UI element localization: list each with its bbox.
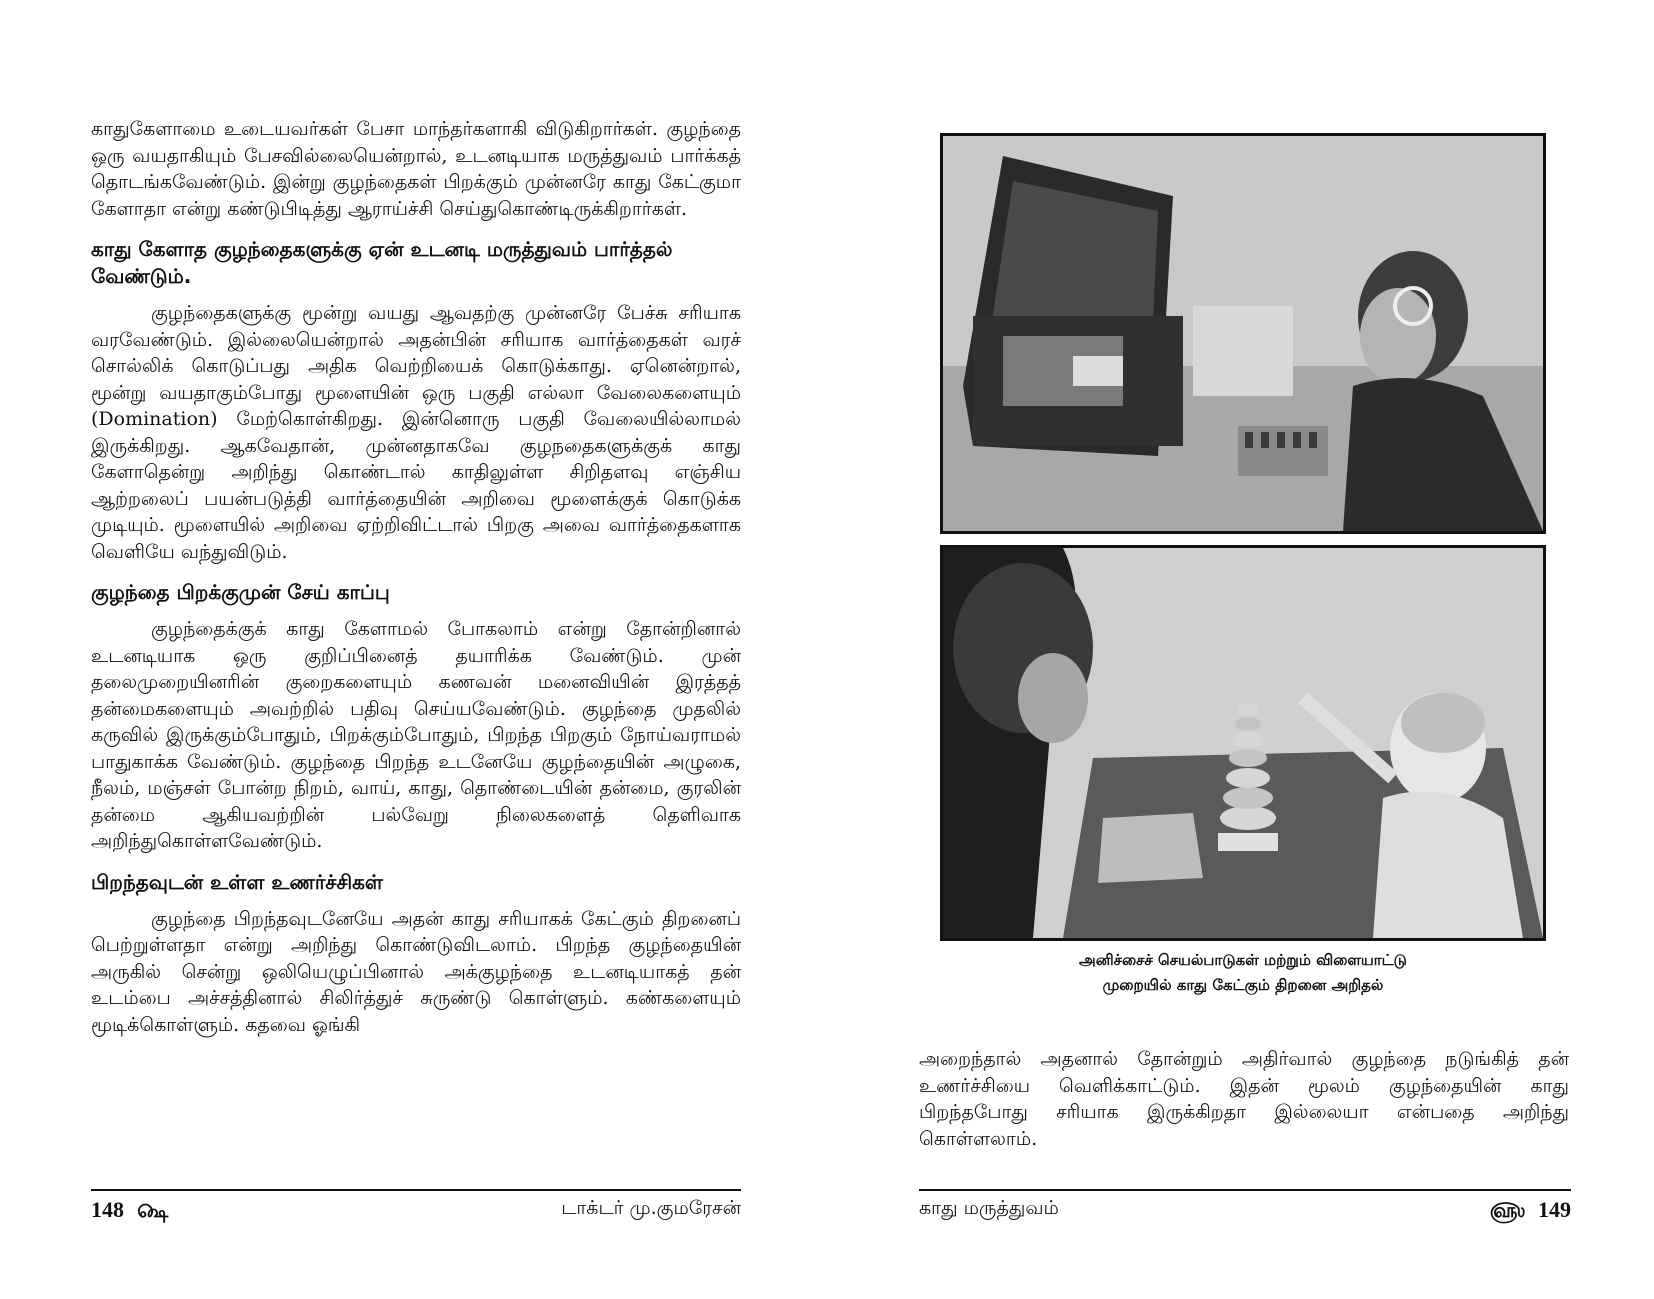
photo-play-audiometry-illustration [943, 548, 1543, 938]
section-heading-early-treatment: காது கேளாத குழந்தைகளுக்கு ஏன் உடனடி மருத்துவம் பார்த்தல் வேண்டும். [91, 237, 673, 288]
photo-audiometer-illustration [943, 136, 1543, 531]
ornament-symbol: ௸ [137, 1198, 169, 1222]
left-text-column [91, 116, 741, 1038]
caption-line-1: அனிச்சைச் செயல்பாடுகள் மற்றும் விளையாட்டு [1079, 951, 1407, 969]
photo-audiometer-child [940, 133, 1546, 534]
paragraph-continuation: அறைந்தால் அதனால் தோன்றும் அதிர்வால் குழந்தை நடுங்கித் தன் உணர்ச்சியை வெளிக்காட்டும். இதன் மூலம் குழந்தையின் காது பிறந்தபோது சரியாக இருக்கிறதா இல்லையா என்பதை அறிந்து கொள்ளலாம். [919, 1048, 1569, 1150]
page-number-left: 148 [91, 1197, 124, 1222]
paragraph-early-treatment: குழந்தைகளுக்கு மூன்று வயது ஆவதற்கு முன்னரே பேச்சு சரியாக வரவேண்டும். இல்லையென்றால் அதன்பின் சரியாக வார்த்தைகள் வரச் சொல்லிக் கொடுப்பது அதிக வெற்றியைக் கொடுக்காது. ஏனென்றால், மூன்று வயதாகும்போது மூளையின் ஒரு பகுதி எல்லா வேலைகளையும் (Domination) மேற்கொள்கிறது. இன்னொரு பகுதி வேலையில்லாமல் இருக்கிறது. ஆகவேதான், முன்னதாகவே குழநதைகளுக்குக் காது கேளாதென்று அறிந்து கொண்டால் காதிலுள்ள சிறிதளவு எஞ்சிய ஆற்றலைப் பயன்படுத்தி வார்த்தையின் அறிவை மூளைக்குக் கொடுக்க முடியும். மூளையில் அறிவை ஏற்றிவிட்டால் பிறகு அவை வார்த்தைகளாக வெளியே வந்துவிடும். [91, 302, 741, 563]
running-footer-author: டாக்டர் மு.குமரேசன் [561, 1197, 741, 1219]
page-number-right: 149 [1538, 1197, 1571, 1222]
paragraph-intro: காதுகேளாமை உடையவர்கள் பேசா மாந்தர்களாகி விடுகிறார்கள். குழந்தை ஒரு வயதாகியும் பேசவில்லையென்றால், உடனடியாக மருத்துவம் பார்க்கத் தொடங்கவேண்டும். இன்று குழந்தைகள் பிறக்கும் முன்னரே காது கேட்குமா கேளாதா என்று கண்டுபிடித்து ஆராய்ச்சி செய்துகொண்டிருக்கிறார்கள். [91, 118, 741, 220]
right-page [827, 0, 1654, 1299]
ornament-symbol: ௵ [1489, 1198, 1525, 1222]
paragraph-prenatal-care: குழந்தைக்குக் காது கேளாமல் போகலாம் என்று தோன்றினால் உடனடியாக ஒரு குறிப்பினைத் தயாரிக்க வேண்டும். முன் தலைமுறையினரின் குறைகளையும் கணவன் மனைவியின் இரத்தத் தன்மைகளையும் அவற்றில் பதிவு செய்யவேண்டும். குழந்தை முதலில் கருவில் இருக்கும்போதும், பிறக்கும்போதும், பிறந்த பிறகும் நோய்வராமல் பாதுகாக்க வேண்டும். குழந்தை பிறந்த உடனேயே குழந்தையின் அழுகை, நீலம், மஞ்சள் போன்ற நிறம், வாய், காது, தொண்டையின் தன்மை, குரலின் தன்மை ஆகியவற்றின் பல்வேறு நிலைகளைத் தெளிவாக அறிந்துகொள்ளவேண்டும். [91, 618, 741, 852]
photo-play-audiometry [940, 545, 1546, 941]
photo-caption [940, 948, 1546, 998]
left-page-footer [91, 1189, 741, 1223]
section-heading-prenatal-care: குழந்தை பிறக்குமுன் சேய் காப்பு [91, 580, 390, 604]
right-text-column [919, 1046, 1569, 1152]
running-footer-title: காது மருத்துவம் [919, 1197, 1059, 1219]
paragraph-newborn-reflexes: குழந்தை பிறந்தவுடனேயே அதன் காது சரியாகக் கேட்கும் திறனைப் பெற்றுள்ளதா என்று அறிந்து கொண்டுவிடலாம். பிறந்த குழந்தையின் அருகில் சென்று ஒலியெழுப்பினால் அக்குழந்தை உடனடியாகத் தன் உடம்பை அச்சத்தினால் சிலிர்த்துச் சுருண்டு கொள்ளும். கண்களையும் மூடிக்கொள்ளும். கதவை ஓங்கி [91, 907, 741, 1036]
section-heading-newborn-reflexes: பிறந்தவுடன் உள்ள உணர்ச்சிகள் [91, 869, 383, 894]
right-page-footer [919, 1189, 1571, 1223]
caption-line-2: முறையில் காது கேட்கும் திறனை அறிதல் [1102, 976, 1384, 994]
